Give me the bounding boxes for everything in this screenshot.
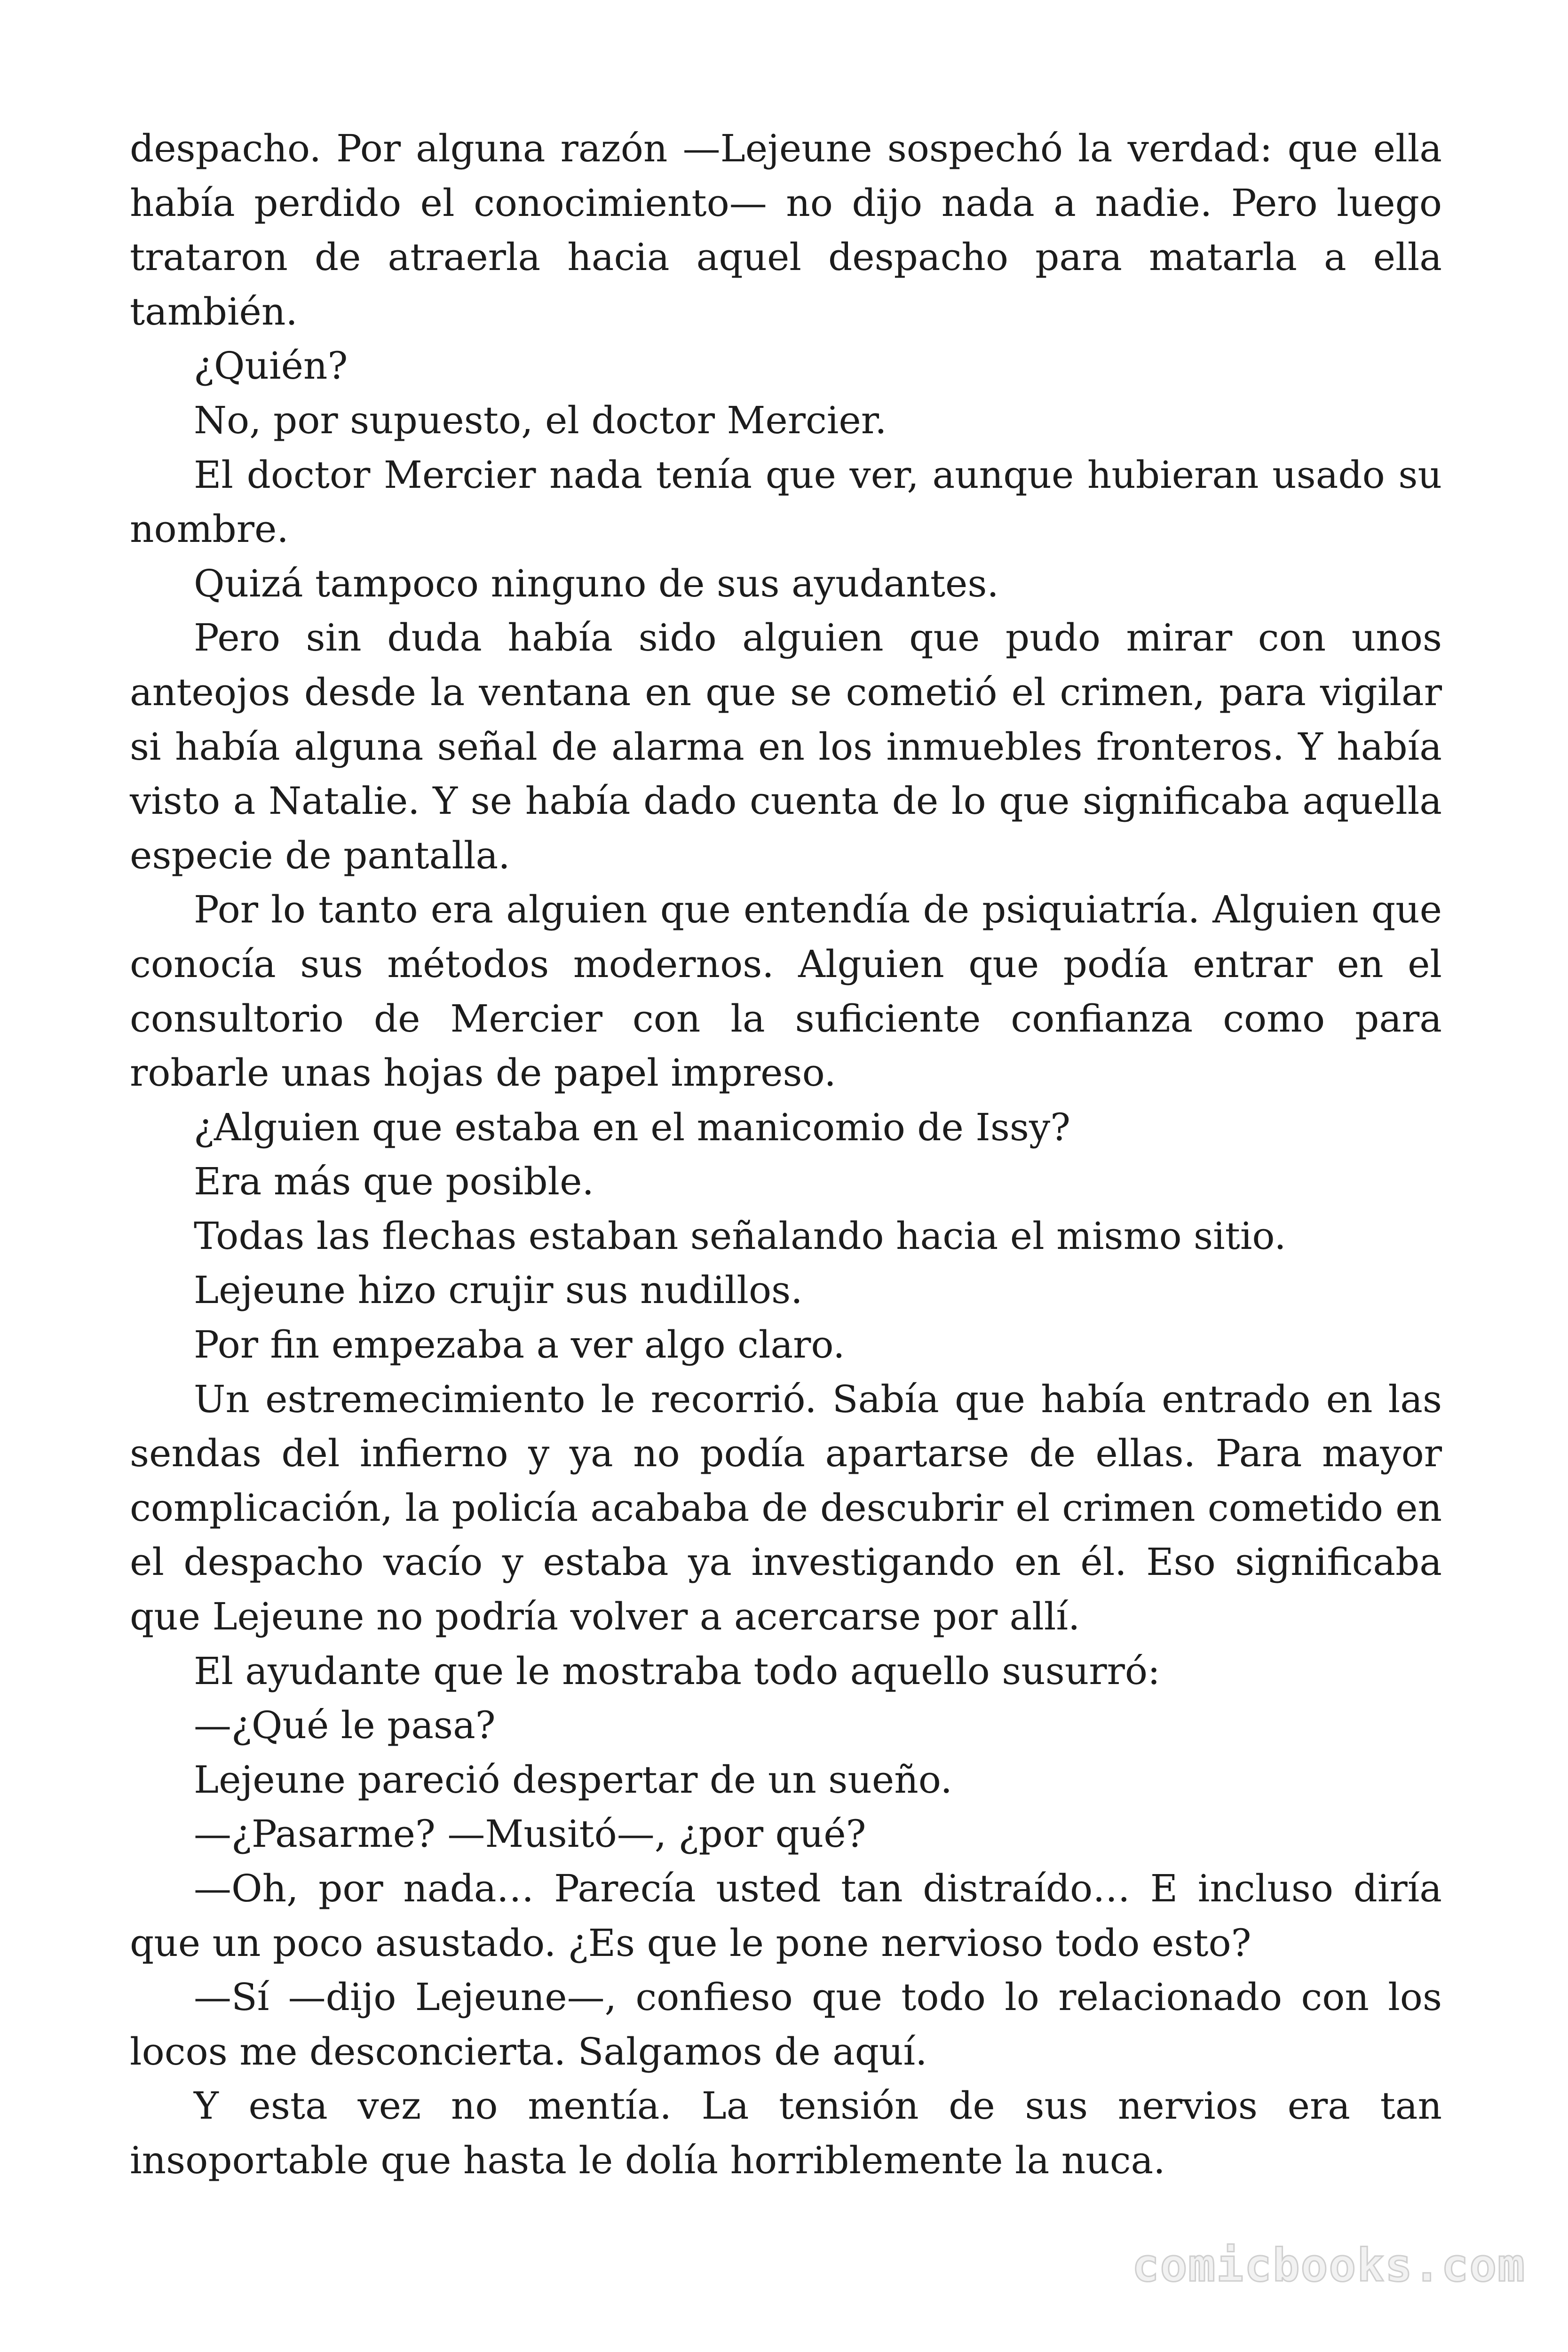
paragraph-13: Un estremecimiento le recorrió. Sabía que había entrado en las sendas del infierno y ya no podía apartarse de ellas. Para mayor complicación, la policía acababa de descubrir el crimen cometido en el despacho vacío y estaba ya investigando en él. Eso significaba que Lejeune no podría volver a acercarse por allí. xyxy=(130,1377,1442,1639)
paragraph-17: —¿Pasarme? —Musitó—, ¿por qué? xyxy=(194,1812,866,1856)
paragraph-2: ¿Quién? xyxy=(194,344,348,388)
paragraph-15: —¿Qué le pasa? xyxy=(194,1703,496,1748)
paragraph-10: Todas las flechas estaban señalando hacia el mismo sitio. xyxy=(194,1214,1286,1258)
paragraph-3: No, por supuesto, el doctor Mercier. xyxy=(194,398,887,442)
paragraph-4: El doctor Mercier nada tenía que ver, aunque hubieran usado su nombre. xyxy=(130,453,1442,551)
paragraph-18: —Oh, por nada… Parecía usted tan distraído… E incluso diría que un poco asustado. ¿Es que le pone nervioso todo esto? xyxy=(130,1867,1442,1965)
body-text xyxy=(130,121,1442,2188)
paragraph-20: Y esta vez no mentía. La tensión de sus nervios era tan insoportable que hasta le dolía horriblemente la nuca. xyxy=(130,2084,1442,2182)
paragraph-14: El ayudante que le mostraba todo aquello susurró: xyxy=(194,1649,1160,1693)
paragraph-19: —Sí —dijo Lejeune—, confieso que todo lo relacionado con los locos me desconcierta. Salgamos de aquí. xyxy=(130,1975,1442,2074)
paragraph-11: Lejeune hizo crujir sus nudillos. xyxy=(194,1268,803,1312)
paragraph-1: despacho. Por alguna razón —Lejeune sospechó la verdad: que ella había perdido el conocimiento— no dijo nada a nadie. Pero luego trataron de atraerla hacia aquel despacho para matarla a ella también. xyxy=(130,127,1442,334)
watermark: comicbooks.com xyxy=(1132,2239,1526,2292)
paragraph-16: Lejeune pareció despertar de un sueño. xyxy=(194,1757,952,1802)
paragraph-9: Era más que posible. xyxy=(194,1160,594,1204)
paragraph-5: Quizá tampoco ninguno de sus ayudantes. xyxy=(194,561,999,605)
paragraph-6: Pero sin duda había sido alguien que pudo mirar con unos anteojos desde la ventana en que se cometió el crimen, para vigilar si había alguna señal de alarma en los inmuebles fronteros. Y había visto a Natalie. Y se había dado cuenta de lo que significaba aquella especie de pantalla. xyxy=(130,616,1442,877)
paragraph-7: Por lo tanto era alguien que entendía de psiquiatría. Alguien que conocía sus métodos modernos. Alguien que podía entrar en el consultorio de Mercier con la suficiente confianza como para robarle unas hojas de papel impreso. xyxy=(130,888,1442,1095)
paragraph-12: Por fin empezaba a ver algo claro. xyxy=(194,1323,845,1367)
paragraph-8: ¿Alguien que estaba en el manicomio de Issy? xyxy=(194,1105,1071,1149)
